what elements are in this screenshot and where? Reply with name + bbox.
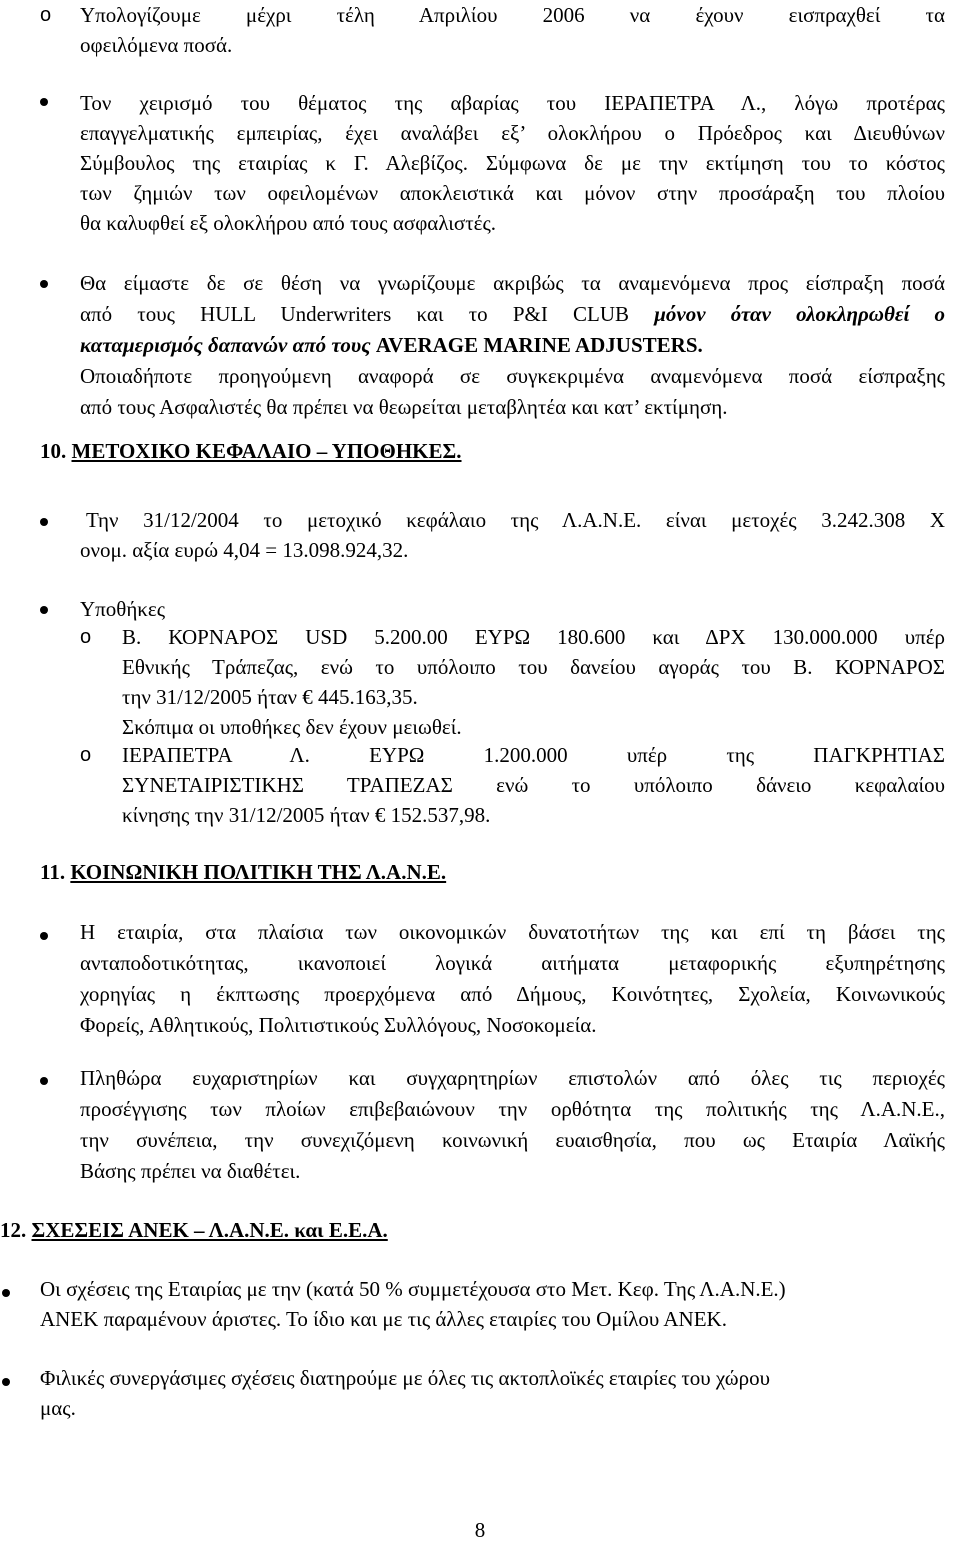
page-number: 8 [474, 1518, 486, 1542]
text-line [80, 299, 945, 330]
text-line: Φιλικές συνεργάσιμες σχέσεις διατηρούμε με όλες τις ακτοπλοϊκές εταιρίες του χώρου [40, 1366, 770, 1390]
bullet-paragraph [80, 88, 945, 238]
bullet-paragraph [40, 1363, 946, 1423]
bullet-icon [2, 1289, 10, 1297]
text-line: των ζημιών των οφειλομένων αποκλειστικά και μόνον στην προσάραξη του πλοίου [80, 181, 945, 205]
text-line: Εθνικής Τράπεζας, ενώ το υπόλοιπο του δανείου αγοράς του Β. ΚΟΡΝΑΡΟΣ [122, 655, 945, 679]
text-line: Υπολογίζουμε μέχρι τέλη Απριλίου 2006 να έχουν εισπραχθεί τα [80, 3, 945, 27]
text-line: μας. [40, 1396, 76, 1420]
text-line: θα καλυφθεί εξ ολοκλήρου από τους ασφαλιστές. [80, 211, 497, 235]
text-run: από τους HULL Underwriters και το P&I CLUB [80, 302, 655, 326]
bullet-label: Υποθήκες [80, 597, 166, 621]
section-heading-10 [40, 436, 462, 466]
text-line: Οι σχέσεις της Εταιρίας με την (κατά 50 % συμμετέχουσα στο Μετ. Κεφ. Της Λ.Α.Ν.Ε.) [40, 1277, 786, 1301]
bullet-paragraph [40, 1274, 946, 1334]
text-line: κίνησης την 31/12/2005 ήταν € 152.537,98. [122, 803, 491, 827]
text-line: Τον χειρισμό του θέματος της αβαρίας του ΙΕΡΑΠΕΤΡΑ Λ., λόγω προτέρας [80, 91, 945, 115]
sub-bullet-item [80, 0, 945, 60]
bold-italic-run: μόνον όταν ολοκληρωθεί ο [654, 302, 946, 326]
bullet-icon [40, 1077, 48, 1085]
text-line: οφειλόμενα ποσά. [80, 33, 233, 57]
text-line: ονομ. αξία ευρώ 4,04 = 13.098.924,32. [80, 538, 409, 562]
text-line: Φορείς, Αθλητικούς, Πολιτιστικούς Συλλόγους, Νοσοκομεία. [80, 1013, 597, 1037]
text-line: Θα είμαστε δε σε θέση να γνωρίζουμε ακριβώς τα αναμενόμενα προς είσπραξη ποσά [80, 271, 945, 295]
text-line: προσέγγισης των πλοίων επιβεβαιώνουν την ορθότητα της πολιτικής της Λ.Α.Ν.Ε., [80, 1097, 945, 1121]
text-line: την 31/12/2005 ήταν € 445.163,35. [122, 685, 418, 709]
text-line: Βάσης πρέπει να διαθέτει. [80, 1159, 301, 1183]
section-heading-11 [40, 857, 446, 887]
text-line: Σκόπιμα οι υποθήκες δεν έχουν μειωθεί. [122, 715, 462, 739]
text-line: επαγγελματικής εμπειρίας, έχει αναλάβει εξ’ ολοκλήρου ο Πρόεδρος και Διευθύνων [80, 121, 945, 145]
text-line: Την 31/12/2004 το μετοχικό κεφάλαιο της Λ.Α.Ν.Ε. είναι μετοχές 3.242.308 Χ [86, 508, 945, 532]
sub-bullet-item [122, 622, 945, 742]
text-line: ΑΝΕΚ παραμένουν άριστες. Το ίδιο και με τις άλλες εταιρίες του Ομίλου ΑΝΕΚ. [40, 1307, 727, 1331]
bullet-paragraph [80, 268, 945, 423]
text-line: χορηγίας η έκπτωσης προερχόμενα από Δήμους, Κοινότητες, Σχολεία, Κοινωνικούς [80, 982, 945, 1006]
text-line: ΙΕΡΑΠΕΤΡΑ Λ. ΕΥΡΩ 1.200.000 υπέρ της ΠΑΓΚΡΗΤΙΑΣ [122, 743, 945, 767]
bullet-icon [2, 1378, 10, 1386]
text-line: από τους Ασφαλιστές θα πρέπει να θεωρείται μεταβλητέα και κατ’ εκτίμηση. [80, 395, 728, 419]
text-line: Πληθώρα ευχαριστηρίων και συγχαρητηρίων επιστολών από όλες τις περιοχές [80, 1066, 945, 1090]
bullet-icon [40, 280, 48, 288]
heading-number: 11. [40, 860, 71, 884]
text-line: Οποιαδήποτε προηγούμενη αναφορά σε συγκεκριμένα αναμενόμενα ποσά είσπραξης [80, 364, 945, 388]
heading-text: ΣΧΕΣΕΙΣ ΑΝΕΚ – Λ.Α.Ν.Ε. και Ε.Ε.Α. [31, 1218, 388, 1242]
text-line [80, 330, 945, 361]
bullet-icon [40, 932, 48, 940]
heading-text: ΚΟΙΝΩΝΙΚΗ ΠΟΛΙΤΙΚΗ ΤΗΣ Λ.Α.Ν.Ε. [70, 860, 447, 884]
section-heading-12 [0, 1215, 388, 1245]
heading-number: 12. [0, 1218, 32, 1242]
text-line: Β. ΚΟΡΝΑΡΟΣ USD 5.200.00 ΕΥΡΩ 180.600 και ΔΡΧ 130.000.000 υπέρ [122, 625, 945, 649]
text-line: Σύμβουλος της εταιρίας κ Γ. Αλεβίζος. Σύμφωνα δε με την εκτίμηση του το κόστος [80, 151, 945, 175]
bullet-paragraph [80, 505, 945, 565]
bullet-paragraph [80, 917, 945, 1041]
bold-run: AVERAGE MARINE ADJUSTERS. [375, 333, 703, 357]
bullet-icon [40, 518, 48, 526]
bold-italic-run: καταμερισμός δαπανών από τους [80, 333, 376, 357]
sub-bullet-item [122, 740, 945, 830]
sub-bullet-marker: o [80, 744, 92, 766]
text-line: την συνέπεια, την συνεχιζόμενη κοινωνική ευαισθησία, που ως Εταιρία Λαϊκής [80, 1128, 945, 1152]
sub-bullet-marker: o [80, 626, 92, 648]
text-line: Η εταιρία, στα πλαίσια των οικονομικών δυνατοτήτων της και επί τη βάσει της [80, 920, 945, 944]
bullet-paragraph [80, 1063, 945, 1187]
heading-number: 10. [40, 439, 72, 463]
sub-bullet-marker: o [40, 4, 52, 26]
bullet-icon [40, 606, 48, 614]
bullet-icon [40, 98, 48, 106]
text-line: ΣΥΝΕΤΑΙΡΙΣΤΙΚΗΣ ΤΡΑΠΕΖΑΣ ενώ το υπόλοιπο δάνειο κεφαλαίου [122, 773, 945, 797]
text-line: ανταποδοτικότητας, ικανοποιεί λογικά αιτήματα μεταφορικής εξυπηρέτησης [80, 951, 945, 975]
heading-text: ΜΕΤΟΧΙΚΟ ΚΕΦΑΛΑΙΟ – ΥΠΟΘΗΚΕΣ. [71, 439, 462, 463]
